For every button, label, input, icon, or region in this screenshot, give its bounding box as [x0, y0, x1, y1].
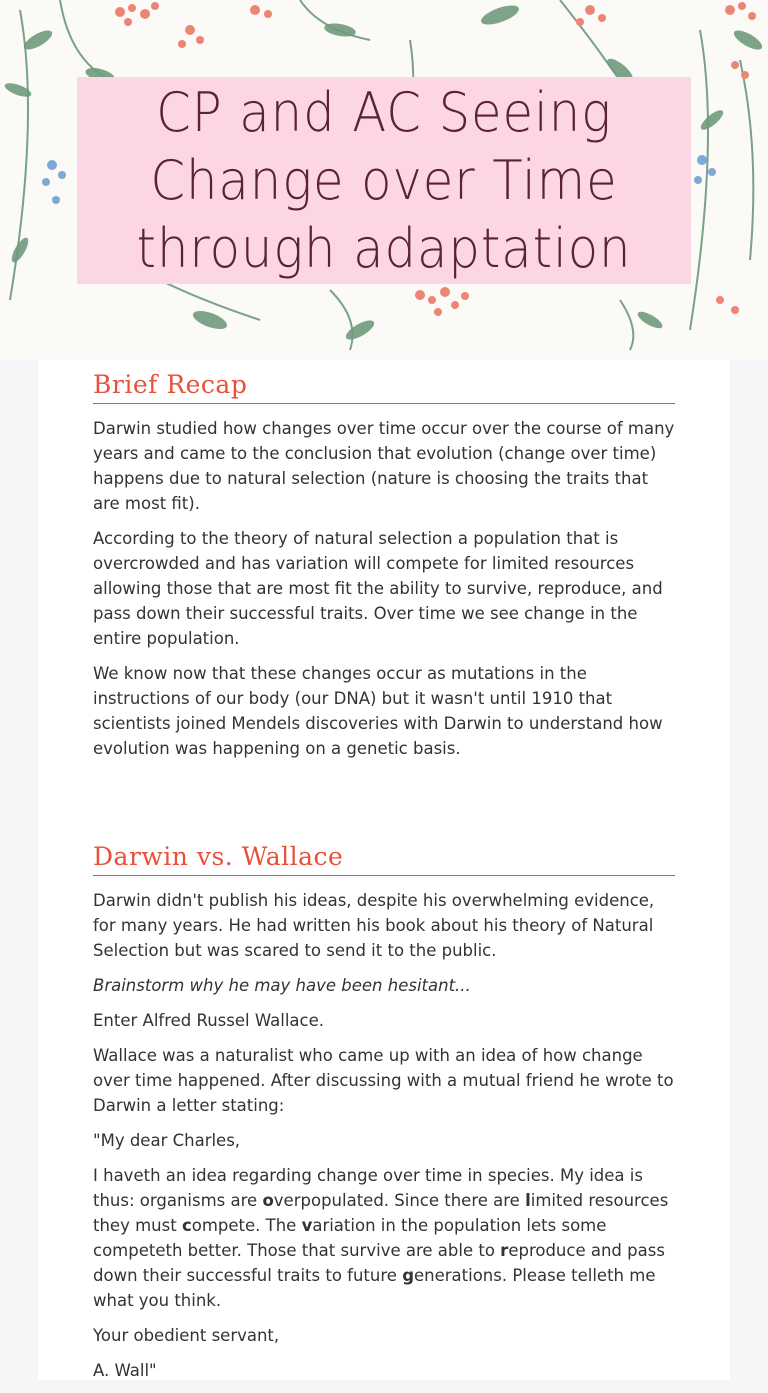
- section-heading: Darwin vs. Wallace: [93, 842, 675, 876]
- section-heading: Brief Recap: [93, 370, 675, 404]
- letter-body: I haveth an idea regarding change over time in species. My idea is thus: organisms are overpopulated. Since there are limited resources they must compete. The variation in the population lets some competeth better. Those that survive are able to reproduce and pass down their successful traits to future generations. Please telleth me what you think.: [93, 1166, 669, 1310]
- letter-greeting: "My dear Charles,: [93, 1131, 241, 1150]
- letter-closing: Your obedient servant,: [93, 1326, 280, 1345]
- paragraph: Wallace was a naturalist who came up with an idea of how change over time happened. After discussing with a mutual friend he wrote to Darwin a letter stating:: [93, 1046, 674, 1115]
- paragraph: Enter Alfred Russel Wallace.: [93, 1011, 324, 1030]
- section-brief-recap: [93, 370, 675, 771]
- paragraph: According to the theory of natural selection a population that is overcrowded and has variation will compete for limited resources allowing those that are most fit the ability to survive, reproduce, and pass down their successful traits. Over time we see change in the entire population.: [93, 529, 663, 648]
- paragraph: Darwin studied how changes over time occur over the course of many years and came to the conclusion that evolution (change over time) happens due to natural selection (nature is choosing the traits that are most fit).: [93, 419, 675, 513]
- paragraph: Darwin didn't publish his ideas, despite his overwhelming evidence, for many years. He had written his book about his theory of Natural Selection but was scared to send it to the public.: [93, 891, 655, 960]
- content-card: [38, 360, 730, 1380]
- header-banner: [0, 0, 768, 360]
- section-darwin-vs-wallace: [93, 842, 675, 1393]
- letter-signature: A. Wall": [93, 1361, 157, 1380]
- page-title: CP and AC Seeing Change over Time through adaptation: [136, 80, 632, 280]
- title-box: [77, 77, 691, 284]
- brainstorm-prompt: Brainstorm why he may have been hesitant...: [93, 976, 471, 995]
- paragraph: We know now that these changes occur as mutations in the instructions of our body (our DNA) but it wasn't until 1910 that scientists joined Mendels discoveries with Darwin to understand how evolution was happening on a genetic basis.: [93, 664, 663, 758]
